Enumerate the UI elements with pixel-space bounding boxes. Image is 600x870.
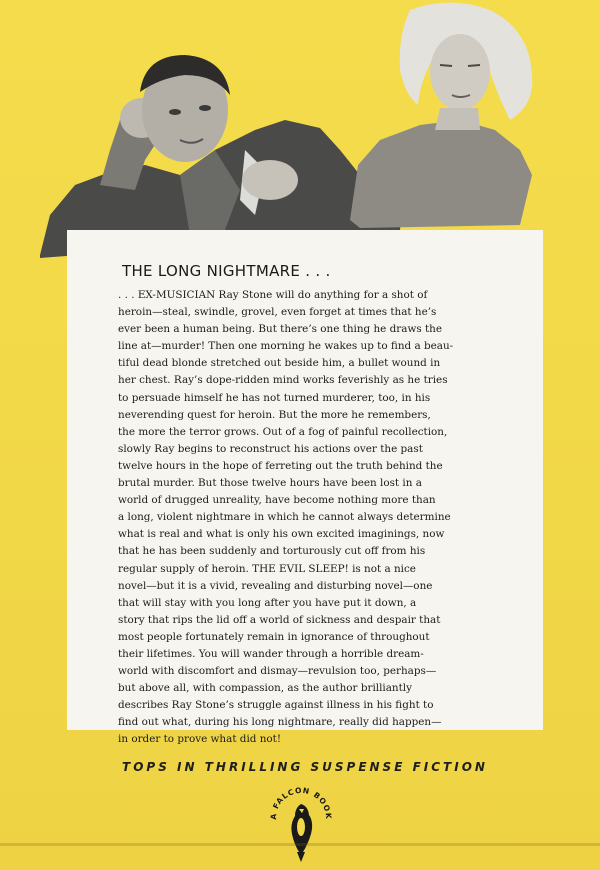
synopsis-line: heroin—steal, swindle, grovel, even forget at times that he’s — [118, 306, 437, 319]
synopsis-line: to persuade himself he has not turned murderer, too, in his — [118, 391, 431, 404]
synopsis-line: story that rips the lid off a world of sickness and despair that — [118, 613, 441, 626]
synopsis-line: in order to prove what did not! — [118, 733, 282, 746]
synopsis-line: slowly Ray begins to reconstruct his actions over the past — [118, 442, 423, 455]
synopsis-line: neverending quest for heroin. But the more he remembers, — [118, 408, 431, 421]
synopsis-text — [118, 287, 490, 749]
synopsis-line: line at—murder! Then one morning he wakes up to find a beau- — [118, 340, 454, 353]
synopsis-line: find out what, during his long nightmare, really did happen— — [118, 716, 442, 729]
synopsis-line: world of drugged unreality, have become nothing more than — [118, 494, 436, 507]
synopsis-line: brutal murder. But those twelve hours have been lost in a — [118, 477, 422, 490]
series-tagline: TOPS IN THRILLING SUSPENSE FICTION — [122, 760, 488, 774]
synopsis-line: their lifetimes. You will wander through a horrible dream- — [118, 647, 424, 660]
synopsis-line: that he has been suddenly and torturously cut off from his — [118, 545, 426, 558]
synopsis-line: regular supply of heroin. THE EVIL SLEEP! is not a nice — [118, 562, 416, 575]
synopsis-line: a long, violent nightmare in which he cannot always determine — [118, 511, 451, 524]
synopsis-line: world with discomfort and dismay—revulsion too, perhaps— — [118, 665, 437, 678]
synopsis-line: the more the terror grows. Out of a fog of painful recollection, — [118, 425, 448, 438]
synopsis-line: that will stay with you long after you have put it down, a — [118, 596, 417, 609]
cover-photo-man-and-blonde — [40, 0, 560, 260]
synopsis-line: but above all, with compassion, as the author brilliantly — [118, 682, 412, 695]
synopsis-line: tiful dead blonde stretched out beside him, a bullet wound in — [118, 357, 441, 370]
synopsis-line: ever been a human being. But there’s one thing he draws the — [118, 323, 442, 336]
synopsis-line: describes Ray Stone’s struggle against illness in his fight to — [118, 699, 434, 712]
synopsis-line: novel—but it is a vivid, revealing and disturbing novel—one — [118, 579, 433, 592]
synopsis-line: her chest. Ray’s dope-ridden mind works feverishly as he tries — [118, 374, 448, 387]
synopsis-line: . . . EX-MUSICIAN Ray Stone will do anything for a shot of — [118, 289, 428, 301]
logo-text: A FALCON BOOK — [268, 785, 334, 820]
synopsis-line: what is real and what is only his own excited imaginings, now — [118, 528, 445, 541]
synopsis-line: twelve hours in the hope of ferreting out the truth behind the — [118, 459, 443, 472]
cover-fold-line — [0, 843, 600, 846]
falcon-book-logo-icon — [268, 782, 334, 864]
synopsis-line: most people fortunately remain in ignorance of throughout — [118, 630, 430, 643]
panel-title: THE LONG NIGHTMARE . . . — [122, 262, 331, 280]
